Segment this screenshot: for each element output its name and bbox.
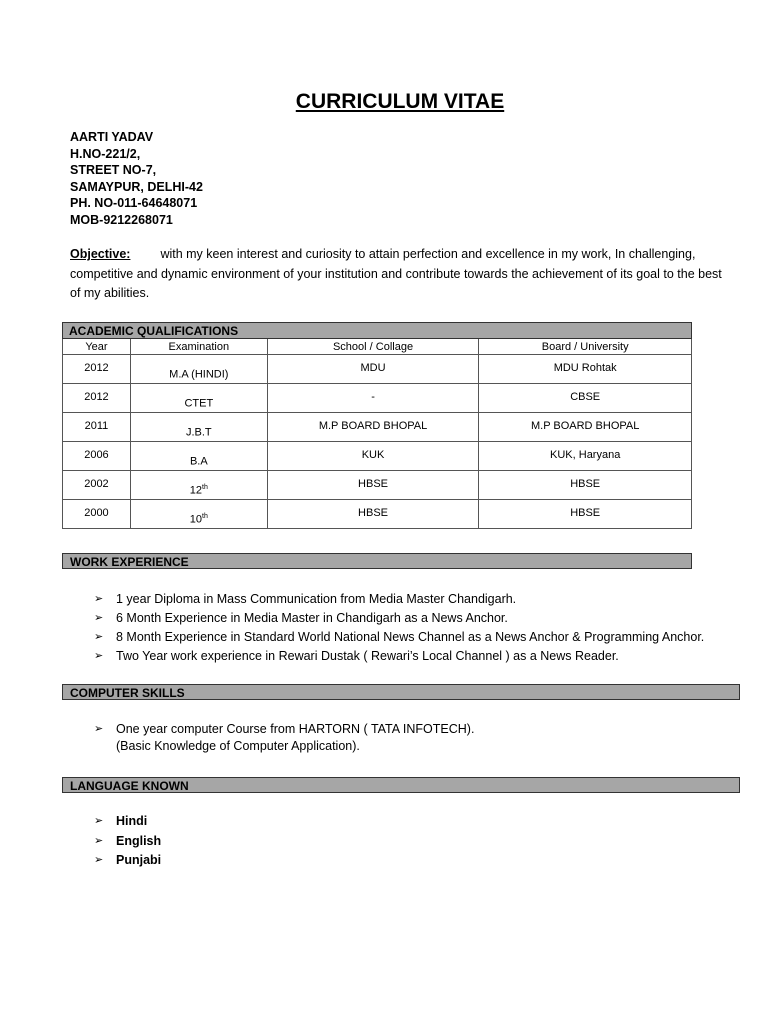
page-title: CURRICULUM VITAE [295,90,505,113]
cell-school [267,384,479,413]
cell-school-text: - [371,391,375,403]
candidate-name: AARTI YADAV [70,130,154,144]
exam-superscript: th [202,484,208,492]
work-experience-item: 1 year Diploma in Mass Communication from Media Master Chandigarh. [116,592,517,606]
table-row [63,413,692,442]
cell-year-text: 2011 [84,420,109,432]
cell-examination-text: B.A [189,456,208,468]
computer-skills-list [94,720,474,739]
cell-examination-text: 12 [189,485,202,497]
cell-board [479,413,692,442]
cell-year [63,384,131,413]
language-item: English [116,833,162,848]
address-area: SAMAYPUR, DELHI-42 [70,179,203,194]
academic-section-heading: ACADEMIC QUALIFICATIONS [63,323,692,339]
cell-board-text: CBSE [570,391,601,403]
arrow-bullet-icon: ➢ [94,815,104,827]
cell-school-text: KUK [361,449,385,461]
cell-board [479,355,692,384]
column-header-year: Year [63,339,131,355]
contact-block [70,129,203,228]
cell-school [267,471,479,500]
work-experience-item: 8 Month Experience in Standard World National News Channel as a News Anchor & Programming Anchor. [116,630,705,644]
cell-year [63,442,131,471]
cell-school-text: M.P BOARD BHOPAL [318,420,428,432]
computer-skill-item: One year computer Course from HARTORN ( TATA INFOTECH). [116,722,475,736]
list-item [94,851,161,871]
cell-school [267,413,479,442]
table-row [63,355,692,384]
list-item [94,609,704,628]
table-row [63,384,692,413]
cell-school-text: HBSE [358,507,389,519]
cell-board-text: MDU Rohtak [553,362,617,374]
arrow-bullet-icon: ➢ [94,631,104,643]
cell-examination-text: 10 [189,514,202,526]
list-item [94,647,704,666]
cell-year-text: 2000 [84,507,109,519]
list-item [94,590,704,609]
cell-school-text: HBSE [358,478,389,490]
cell-examination [130,471,267,500]
language-item: Hindi [116,814,148,828]
cell-examination [130,500,267,529]
phone-number: PH. NO-011-64648071 [70,196,198,210]
cell-board-text: HBSE [570,507,601,519]
address-house: H.NO-221/2, [70,146,141,161]
column-header-board: Board / University [479,339,692,355]
arrow-bullet-icon: ➢ [94,723,104,735]
language-known-heading: LANGUAGE KNOWN [62,777,740,793]
cell-board [479,471,692,500]
cell-examination-text: M.A (HINDI) [169,369,229,381]
cell-school [267,500,479,529]
arrow-bullet-icon: ➢ [94,854,104,866]
cell-board-text: M.P BOARD BHOPAL [530,420,640,432]
cell-board-text: HBSE [570,478,601,490]
cell-examination-text: CTET [184,398,214,410]
cell-year-text: 2006 [84,449,109,461]
language-item: Punjabi [116,853,162,867]
work-experience-list [94,590,704,666]
objective-label: Objective: [70,247,131,261]
arrow-bullet-icon: ➢ [94,650,104,662]
work-experience-item: 6 Month Experience in Media Master in Chandigarh as a News Anchor. [116,611,508,625]
list-item [94,812,161,832]
cell-year-text: 2012 [84,391,109,403]
mobile-number: MOB-9212268071 [70,212,173,227]
academic-qualifications-table [62,322,692,529]
work-experience-item: Two Year work experience in Rewari Dustak ( Rewari’s Local Channel ) as a News Reader. [116,649,619,663]
cell-year [63,413,131,442]
arrow-bullet-icon: ➢ [94,834,104,847]
cell-year [63,471,131,500]
column-header-school: School / Collage [267,339,479,355]
cell-board [479,500,692,529]
academic-rows [63,355,692,529]
cell-school-text: MDU [360,362,386,374]
address-street: STREET NO-7, [70,163,157,177]
arrow-bullet-icon: ➢ [94,612,104,624]
computer-skill-subline: (Basic Knowledge of Computer Application). [116,739,360,753]
cell-year-text: 2002 [84,478,109,490]
cell-school [267,442,479,471]
cell-board [479,442,692,471]
cell-year [63,500,131,529]
table-row [63,500,692,529]
objective-section [70,245,730,304]
list-item [94,628,704,647]
list-item [94,832,161,852]
cell-year-text: 2012 [84,362,109,374]
computer-skills-heading: COMPUTER SKILLS [62,684,740,700]
objective-text: with my keen interest and curiosity to attain perfection and excellence in my work, In challenging, competitive and dynamic environment of your institution and contribute towards the achievement of its goal to the best of my abilities. [70,247,722,300]
cell-board [479,384,692,413]
cell-board-text: KUK, Haryana [550,449,621,461]
cell-examination [130,384,267,413]
list-item [94,720,474,739]
column-header-examination: Examination [130,339,267,355]
language-list [94,812,161,871]
cell-year [63,355,131,384]
table-row [63,471,692,500]
table-row [63,442,692,471]
cell-examination [130,413,267,442]
cell-examination-text: J.B.T [185,427,212,439]
arrow-bullet-icon: ➢ [94,593,104,605]
exam-superscript: th [202,513,208,521]
cell-school [267,355,479,384]
cell-examination [130,355,267,384]
work-experience-heading: WORK EXPERIENCE [62,553,692,569]
cell-examination [130,442,267,471]
